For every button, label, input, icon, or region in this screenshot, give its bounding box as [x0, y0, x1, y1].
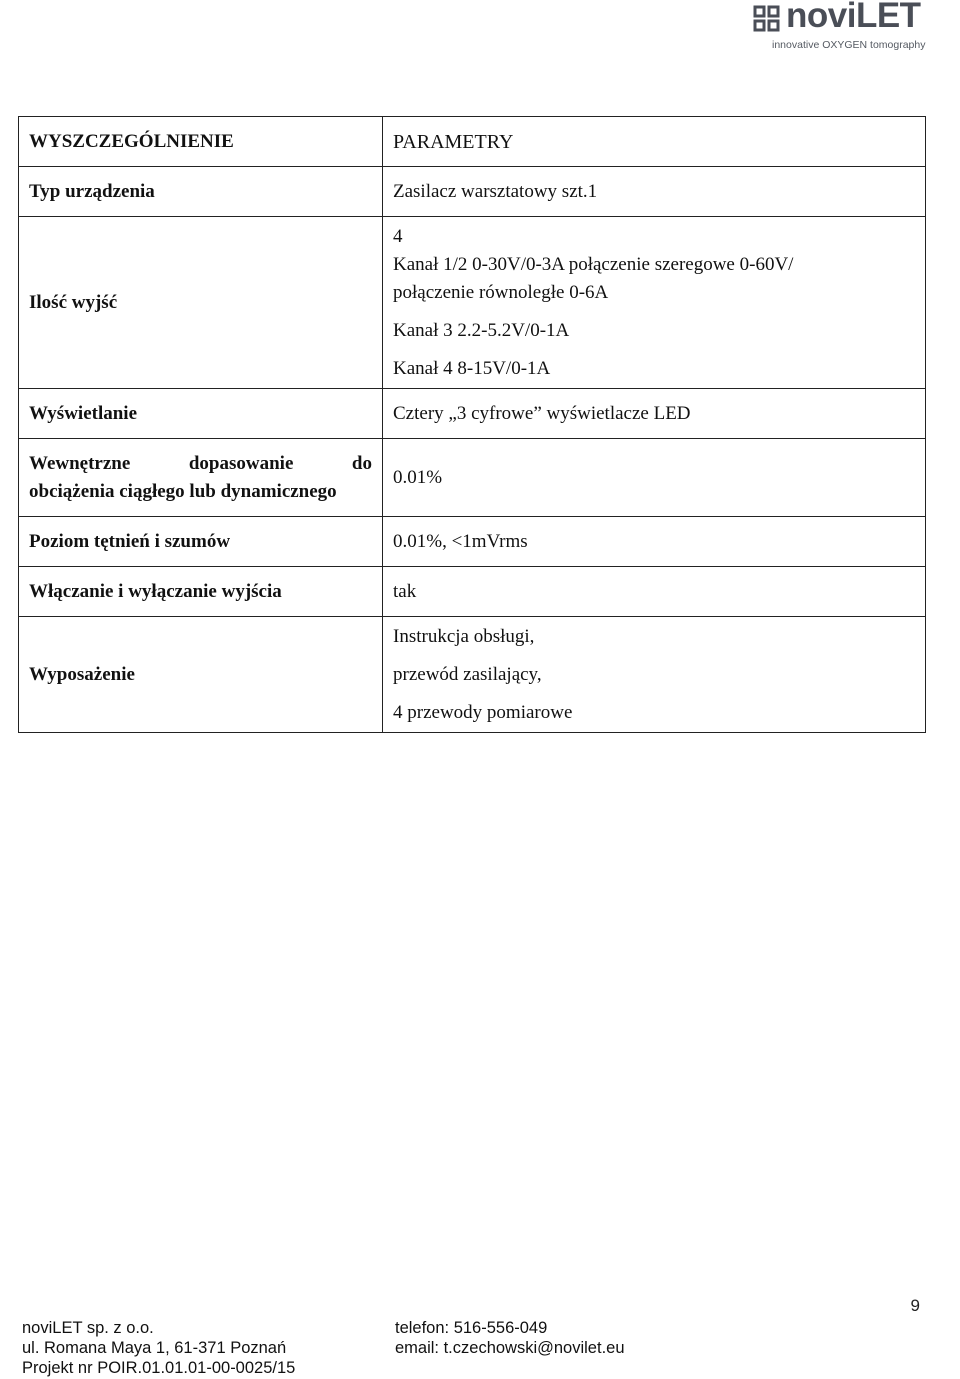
- company-logo: [746, 2, 946, 54]
- value-line: 4: [393, 225, 403, 247]
- row-label: [19, 439, 383, 517]
- footer-project-number: Projekt nr POIR.01.01.01-00-0025/15: [22, 1359, 296, 1377]
- row-value: [383, 167, 926, 217]
- page-number: 9: [910, 1296, 920, 1315]
- value-line: 4 przewody pomiarowe: [393, 701, 573, 723]
- logo-tagline: innovative OXYGEN tomography: [772, 39, 926, 51]
- value-line: 0.01%: [393, 466, 443, 488]
- row-value: [383, 439, 926, 517]
- label-line: Wewnętrzne dopasowanie do: [29, 452, 372, 474]
- value-line: tak: [393, 580, 417, 602]
- label-line: obciążenia ciągłego lub dynamicznego: [29, 480, 337, 502]
- row-value: [383, 217, 926, 389]
- table-row: [19, 567, 926, 617]
- row-value: [383, 567, 926, 617]
- table-row: [19, 617, 926, 733]
- row-value: [383, 389, 926, 439]
- table-row: [19, 439, 926, 517]
- footer-address: ul. Romana Maya 1, 61-371 Poznań: [22, 1339, 287, 1357]
- row-label: Typ urządzenia: [19, 167, 383, 217]
- row-label: Wyposażenie: [19, 617, 383, 733]
- table-row: [19, 217, 926, 389]
- header-col-wyszczegolnienie: WYSZCZEGÓLNIENIE: [19, 117, 383, 167]
- row-value: [383, 617, 926, 733]
- value-line: 0.01%, <1mVrms: [393, 530, 528, 552]
- header-col-parametry: PARAMETRY: [383, 117, 926, 167]
- footer-company-name: noviLET sp. z o.o.: [22, 1319, 154, 1337]
- footer-email: email: t.czechowski@novilet.eu: [395, 1339, 625, 1357]
- table-row: [19, 167, 926, 217]
- logo-wordmark: noviLET: [786, 0, 921, 35]
- table-row: [19, 517, 926, 567]
- row-label: Ilość wyjść: [19, 217, 383, 389]
- spec-table: [18, 116, 926, 733]
- footer-contact-info: [395, 1318, 625, 1358]
- row-label: Poziom tętnień i szumów: [19, 517, 383, 567]
- value-line: Kanał 1/2 0-30V/0-3A połączenie szeregowe 0-60V/: [393, 253, 794, 275]
- row-label: Włączanie i wyłączanie wyjścia: [19, 567, 383, 617]
- novilet-logo-icon: [752, 4, 782, 34]
- footer-phone: telefon: 516-556-049: [395, 1319, 548, 1337]
- value-line: przewód zasilający,: [393, 663, 542, 685]
- row-value: [383, 517, 926, 567]
- value-line: Instrukcja obsługi,: [393, 625, 535, 647]
- value-line: Kanał 4 8-15V/0-1A: [393, 357, 551, 379]
- row-label: Wyświetlanie: [19, 389, 383, 439]
- value-line: Cztery „3 cyfrowe” wyświetlacze LED: [393, 402, 691, 424]
- value-line: Kanał 3 2.2-5.2V/0-1A: [393, 319, 570, 341]
- value-line: połączenie równoległe 0-6A: [393, 281, 609, 303]
- table-header-row: [19, 117, 926, 167]
- value-line: Zasilacz warsztatowy szt.1: [393, 180, 598, 202]
- table-row: [19, 389, 926, 439]
- footer-company-info: [22, 1318, 295, 1378]
